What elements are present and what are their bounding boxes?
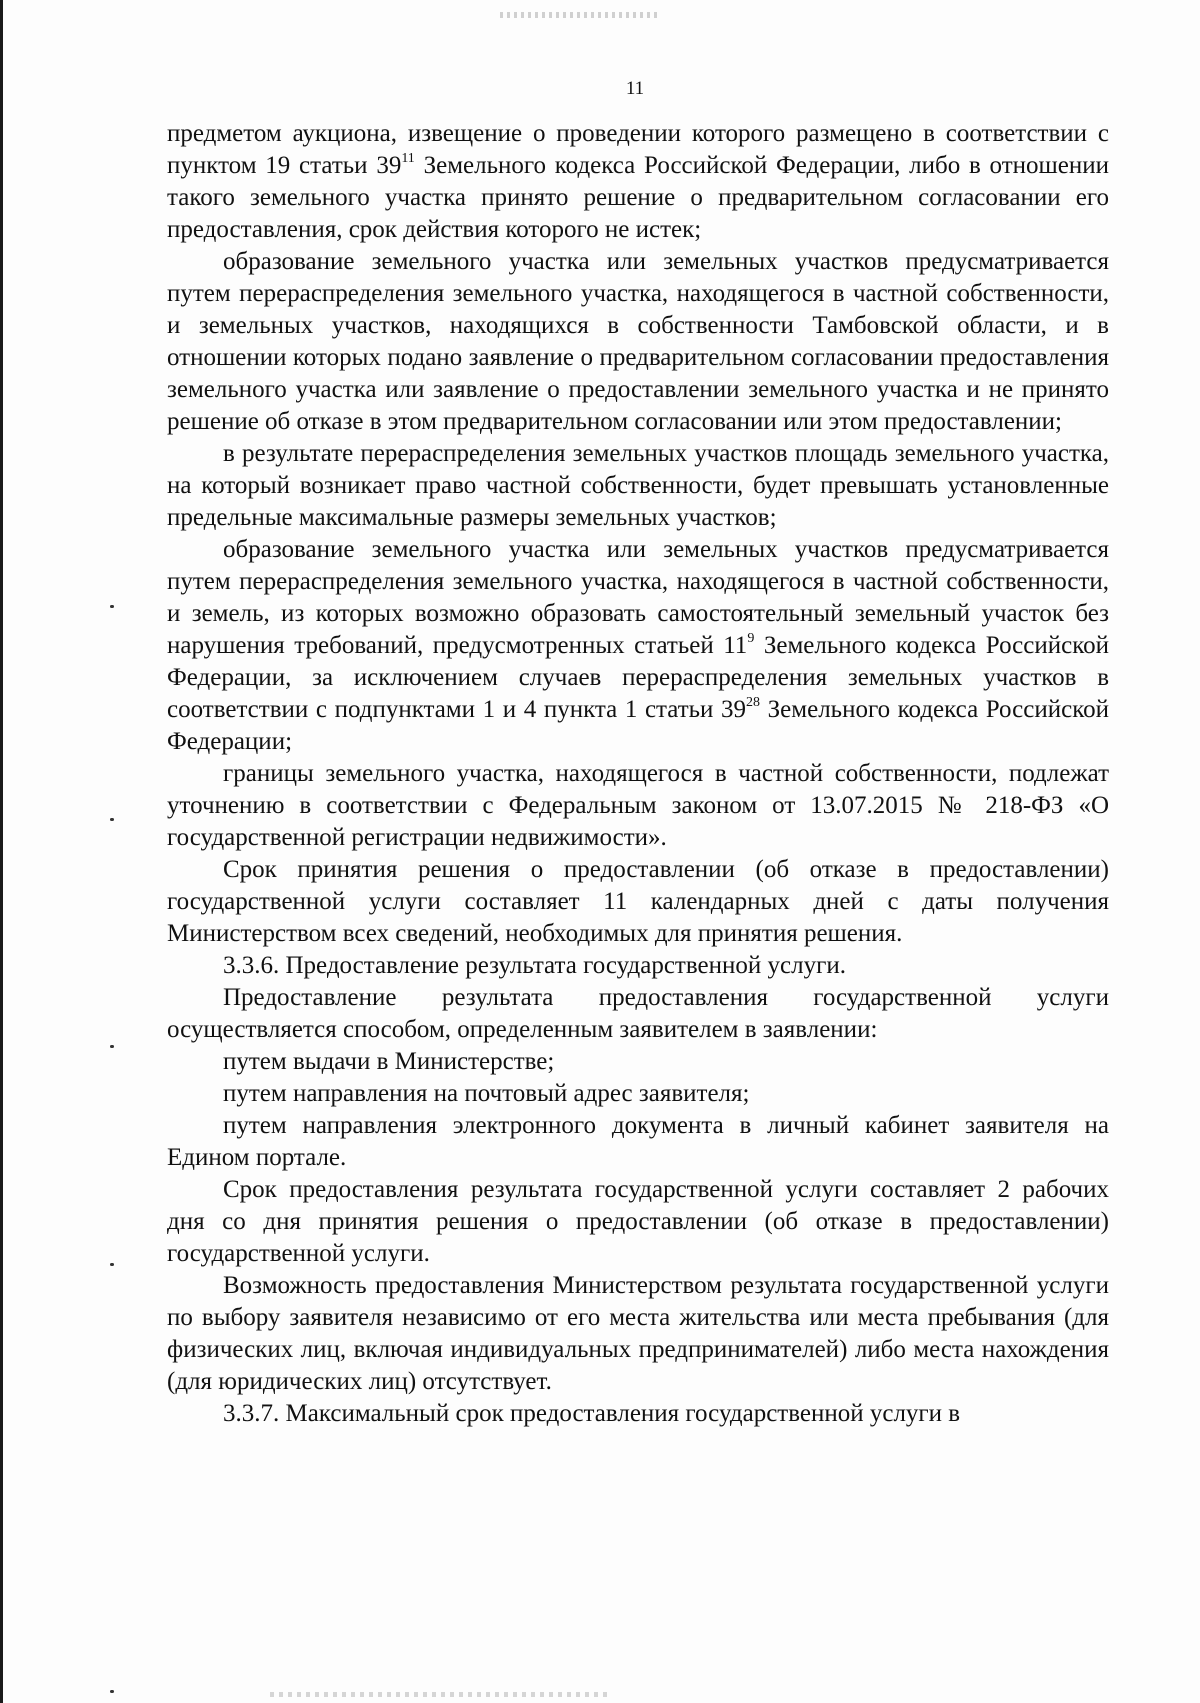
paragraph bbox=[167, 1270, 1109, 1398]
paragraph-text: границы земельного участка, находящегося в частной собственности, подлежат уточнению в соответствии с Федеральным законом от 13.07.2015 № 218-ФЗ «О государственной регистрации недвижимости». bbox=[167, 760, 1109, 851]
paragraph bbox=[167, 246, 1109, 438]
scan-noise-top bbox=[500, 12, 660, 18]
paragraph-text: 3.3.7. Максимальный срок предоставления государственной услуги в bbox=[223, 1400, 961, 1427]
superscript: 28 bbox=[746, 695, 761, 710]
paragraph-text: Срок предоставления результата государственной услуги составляет 2 рабочих дня со дня принятия решения о предоставлении (об отказе в предоставлении) государственной услуги. bbox=[167, 1176, 1109, 1267]
paragraph-text: путем направления на почтовый адрес заявителя; bbox=[223, 1080, 750, 1107]
paragraph-text: 3.3.6. Предоставление результата государственной услуги. bbox=[223, 952, 846, 979]
document-body bbox=[167, 118, 1109, 1430]
paragraph bbox=[167, 438, 1109, 534]
paragraph bbox=[167, 758, 1109, 854]
paragraph-text: Земельного кодекса Российской Федерации, либо в отношении такого земельного участка принято решение о предварительном согласовании его предоставления, срок действия которого не истек; bbox=[167, 152, 1110, 243]
paragraph bbox=[167, 1398, 1109, 1430]
superscript: 11 bbox=[401, 151, 415, 166]
scan-speck bbox=[110, 1263, 114, 1266]
scan-noise-bottom bbox=[270, 1692, 610, 1697]
paragraph-text: путем выдачи в Министерстве; bbox=[223, 1048, 555, 1075]
paragraph-text: Срок принятия решения о предоставлении (об отказе в предоставлении) государственной услуги составляет 11 календарных дней с даты получения Министерством всех сведений, необходимых для принятия решения. bbox=[167, 856, 1109, 947]
paragraph-text: путем направления электронного документа в личный кабинет заявителя на Едином портале. bbox=[167, 1112, 1109, 1171]
scan-speck bbox=[110, 1690, 114, 1693]
paragraph-text: Земельного кодекса Российской Федерации; bbox=[167, 696, 1109, 755]
paragraph bbox=[167, 1174, 1109, 1270]
paragraph-text: предметом аукциона, извещение о проведении которого размещено в соответствии с пунктом 19 статьи 39 bbox=[167, 120, 1109, 179]
scan-speck bbox=[110, 818, 114, 821]
paragraph bbox=[167, 118, 1109, 246]
paragraph bbox=[167, 534, 1109, 758]
paragraph-text: образование земельного участка или земельных участков предусматривается путем перераспределения земельного участка, находящегося в частной собственности, и земель, из которых возможно образовать самостоятельный земельный участок без нарушения требований, предусмотренных статьей 11 bbox=[167, 536, 1109, 659]
paragraph-text: Предоставление результата предоставления государственной услуги осуществляется способом, определенным заявителем в заявлении: bbox=[167, 984, 1109, 1043]
superscript: 9 bbox=[747, 631, 755, 646]
paragraph bbox=[167, 1110, 1109, 1174]
scan-speck bbox=[110, 605, 114, 608]
paragraph-text: Возможность предоставления Министерством результата государственной услуги по выбору заявителя независимо от его места жительства или места пребывания (для физических лиц, включая индивидуальных предпринимателей) либо места нахождения (для юридических лиц) отсутствует. bbox=[167, 1272, 1109, 1395]
page-number: 11 bbox=[625, 78, 645, 99]
paragraph bbox=[167, 982, 1109, 1046]
paragraph bbox=[167, 950, 1109, 982]
paragraph bbox=[167, 1078, 1109, 1110]
paragraph-text: Земельного кодекса Российской Федерации, за исключением случаев перераспределения земельных участков в соответствии с подпунктами 1 и 4 пункта 1 статьи 39 bbox=[167, 632, 1109, 723]
paragraph bbox=[167, 854, 1109, 950]
paragraph bbox=[167, 1046, 1109, 1078]
paragraph-text: в результате перераспределения земельных участков площадь земельного участка, на который возникает право частной собственности, будет превышать установленные предельные максимальные размеры земельных участков; bbox=[167, 440, 1109, 531]
scan-speck bbox=[110, 1045, 114, 1048]
scan-left-edge bbox=[0, 0, 3, 1703]
paragraph-text: образование земельного участка или земельных участков предусматривается путем перераспределения земельного участка, находящегося в частной собственности, и земельных участков, находящихся в собственности Тамбовской области, и в отношении которых подано заявление о предварительном согласовании предоставления земельного участка или заявление о предоставлении земельного участка и не принято решение об отказе в этом предварительном согласовании или этом предоставлении; bbox=[167, 248, 1109, 435]
